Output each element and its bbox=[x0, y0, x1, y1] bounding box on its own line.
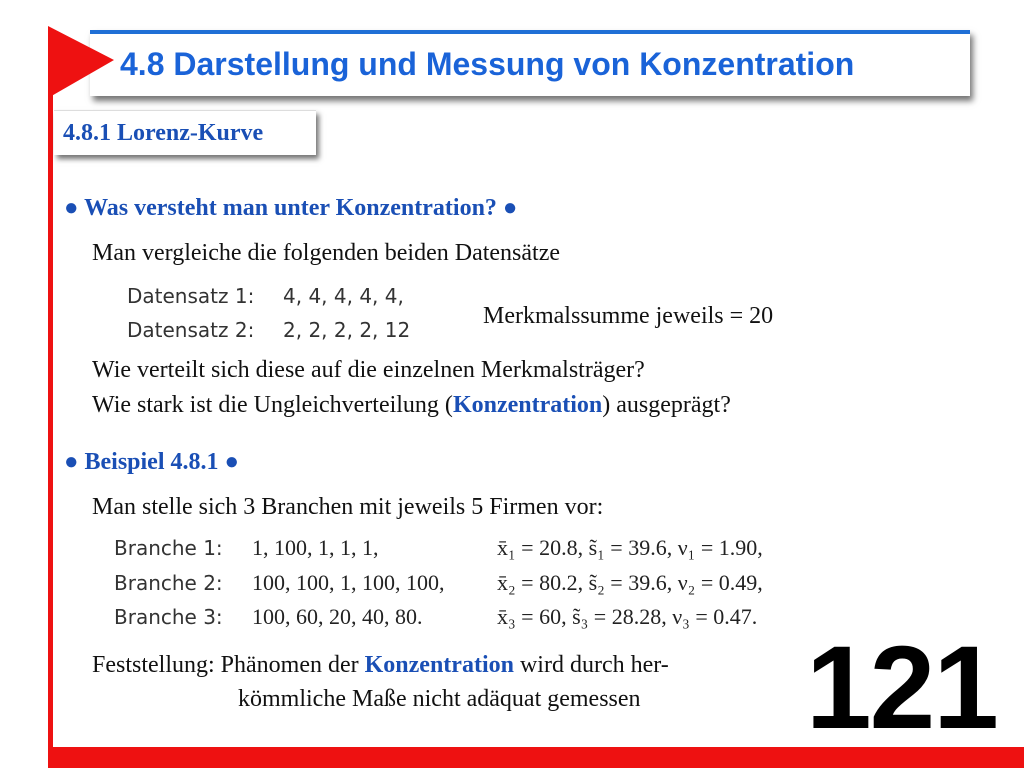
finding-line-2: kömmliche Maße nicht adäquat gemessen bbox=[238, 686, 641, 712]
branch-1-values: 1, 100, 1, 1, 1, bbox=[252, 535, 379, 560]
red-vertical-line bbox=[48, 32, 53, 748]
branch-3-label: Branche 3: bbox=[114, 605, 223, 629]
finding-post: wird durch her- bbox=[513, 652, 669, 678]
question-distribution: Wie verteilt sich diese auf die einzelnen Merkmalsträger? bbox=[92, 357, 645, 383]
dataset-1-label: Datensatz 1: bbox=[127, 284, 255, 308]
branch-2-stats: x̄₂ = 80.2, s̃₂ = 39.6, ν₂ = 0.49, bbox=[497, 570, 763, 595]
sum-note: Merkmalssumme jeweils = 20 bbox=[483, 303, 774, 329]
subtitle-box bbox=[54, 110, 316, 155]
dataset-2-values: 2, 2, 2, 2, 12 bbox=[283, 318, 411, 342]
subtitle: 4.8.1 Lorenz-Kurve bbox=[63, 120, 264, 146]
highlight-konzentration: Konzentration bbox=[452, 392, 603, 418]
question-inequality-pre: Wie stark ist die Ungleichverteilung ( bbox=[92, 392, 453, 418]
slide-number: 121 bbox=[806, 622, 997, 754]
branch-3-values: 100, 60, 20, 40, 80. bbox=[252, 604, 423, 629]
page-title: 4.8 Darstellung und Messung von Konzentration bbox=[120, 46, 855, 82]
intro-datasets: Man vergleiche die folgenden beiden Datensätze bbox=[92, 240, 561, 266]
question-inequality bbox=[92, 392, 731, 419]
finding-pre: Feststellung: Phänomen der bbox=[92, 652, 365, 678]
highlight-konzentration-2: Konzentration bbox=[364, 652, 514, 678]
branch-2-values: 100, 100, 1, 100, 100, bbox=[252, 570, 445, 595]
section-heading-example: ● Beispiel 4.8.1 ● bbox=[64, 449, 239, 475]
section-heading-concentration: ● Was versteht man unter Konzentration? ● bbox=[64, 195, 518, 221]
branch-3-stats: x̄₃ = 60, s̃₃ = 28.28, ν₃ = 0.47. bbox=[497, 604, 758, 629]
dataset-2-label: Datensatz 2: bbox=[127, 318, 255, 342]
question-inequality-post: ) ausgeprägt? bbox=[602, 392, 731, 418]
title-bar bbox=[90, 30, 970, 96]
intro-branches: Man stelle sich 3 Branchen mit jeweils 5 Firmen vor: bbox=[92, 494, 604, 520]
dataset-1-values: 4, 4, 4, 4, 4, bbox=[283, 284, 404, 308]
red-flag-icon bbox=[48, 26, 120, 100]
branch-1-label: Branche 1: bbox=[114, 536, 223, 560]
branch-2-label: Branche 2: bbox=[114, 571, 223, 595]
finding-line-1 bbox=[92, 652, 669, 679]
branch-1-stats: x̄₁ = 20.8, s̃₁ = 39.6, ν₁ = 1.90, bbox=[497, 535, 763, 560]
